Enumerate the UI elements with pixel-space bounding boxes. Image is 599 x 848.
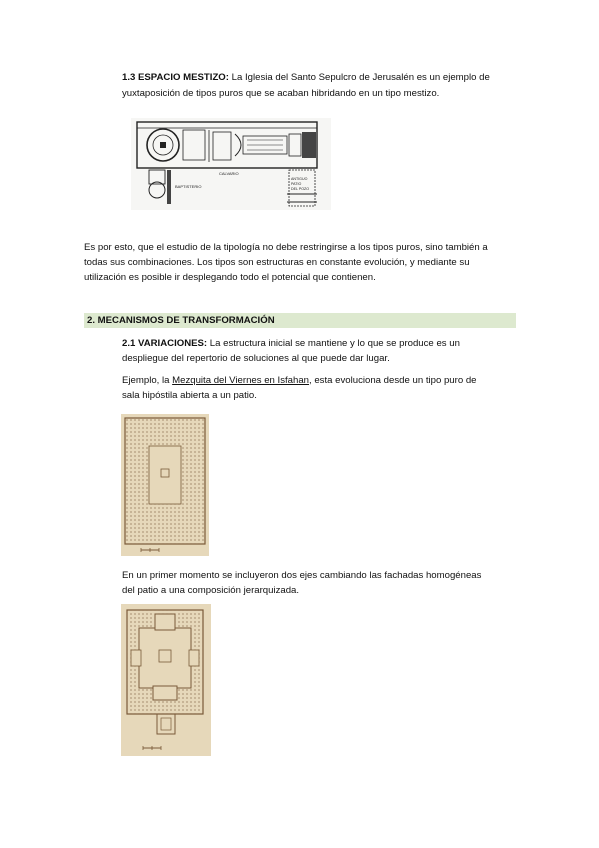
label-baptisterio: BAPTISTERIO <box>175 184 202 189</box>
example-before: Ejemplo, la <box>122 375 173 386</box>
section-2-1-line-2: despliegue del repertorio de soluciones al que puede dar lugar. <box>122 353 390 364</box>
section-2-1-label: 2.1 VARIACIONES: <box>122 338 208 349</box>
section-2-heading-band <box>84 313 516 328</box>
santo-sepulcro-plan <box>131 118 331 210</box>
label-del-pozo: DEL POZO <box>291 187 310 191</box>
section-2-heading: 2. MECANISMOS DE TRANSFORMACIÓN <box>87 315 275 326</box>
section-2-1-text: La estructura inicial se mantiene y lo que se produce es un <box>207 338 460 349</box>
label-calvario: CALVARIO <box>219 171 239 176</box>
example-line-1 <box>122 373 477 388</box>
paragraph-2-line-1: En un primer momento se incluyeron dos ejes cambiando las fachadas homogéneas <box>122 570 482 581</box>
section-1-3-label: 1.3 ESPACIO MESTIZO: <box>122 72 229 83</box>
paragraph-line-3: utilización es posible ir desplegando todo el potencial que contienen. <box>84 272 376 283</box>
section-1-3-line-2: yuxtaposición de tipos puros que se acaban hibridando en un tipo mestizo. <box>122 88 440 99</box>
section-1-3-line-1 <box>122 70 490 85</box>
example-line-2: sala hipóstila abierta a un patio. <box>122 390 257 401</box>
mosque-axes-plan <box>121 604 211 756</box>
section-2-1-line-1 <box>122 336 460 351</box>
label-antiguo: ANTIGUO <box>291 177 308 181</box>
example-after: , esta evoluciona desde un tipo puro de <box>309 375 477 386</box>
section-1-3-text: La Iglesia del Santo Sepulcro de Jerusalén es un ejemplo de <box>228 72 490 83</box>
paragraph-2-line-2: del patio a una composición jerarquizada. <box>122 585 300 596</box>
paragraph-line-2: todas sus combinaciones. Los tipos son estructuras en constante evolución, y mediante su <box>84 257 470 268</box>
hypostyle-hall-plan <box>121 414 209 556</box>
label-patio: PATIO <box>291 182 302 186</box>
mezquita-link[interactable]: Mezquita del Viernes en Isfahan <box>172 375 310 386</box>
paragraph-line-1: Es por esto, que el estudio de la tipología no debe restringirse a los tipos puros, sino también a <box>84 242 488 253</box>
